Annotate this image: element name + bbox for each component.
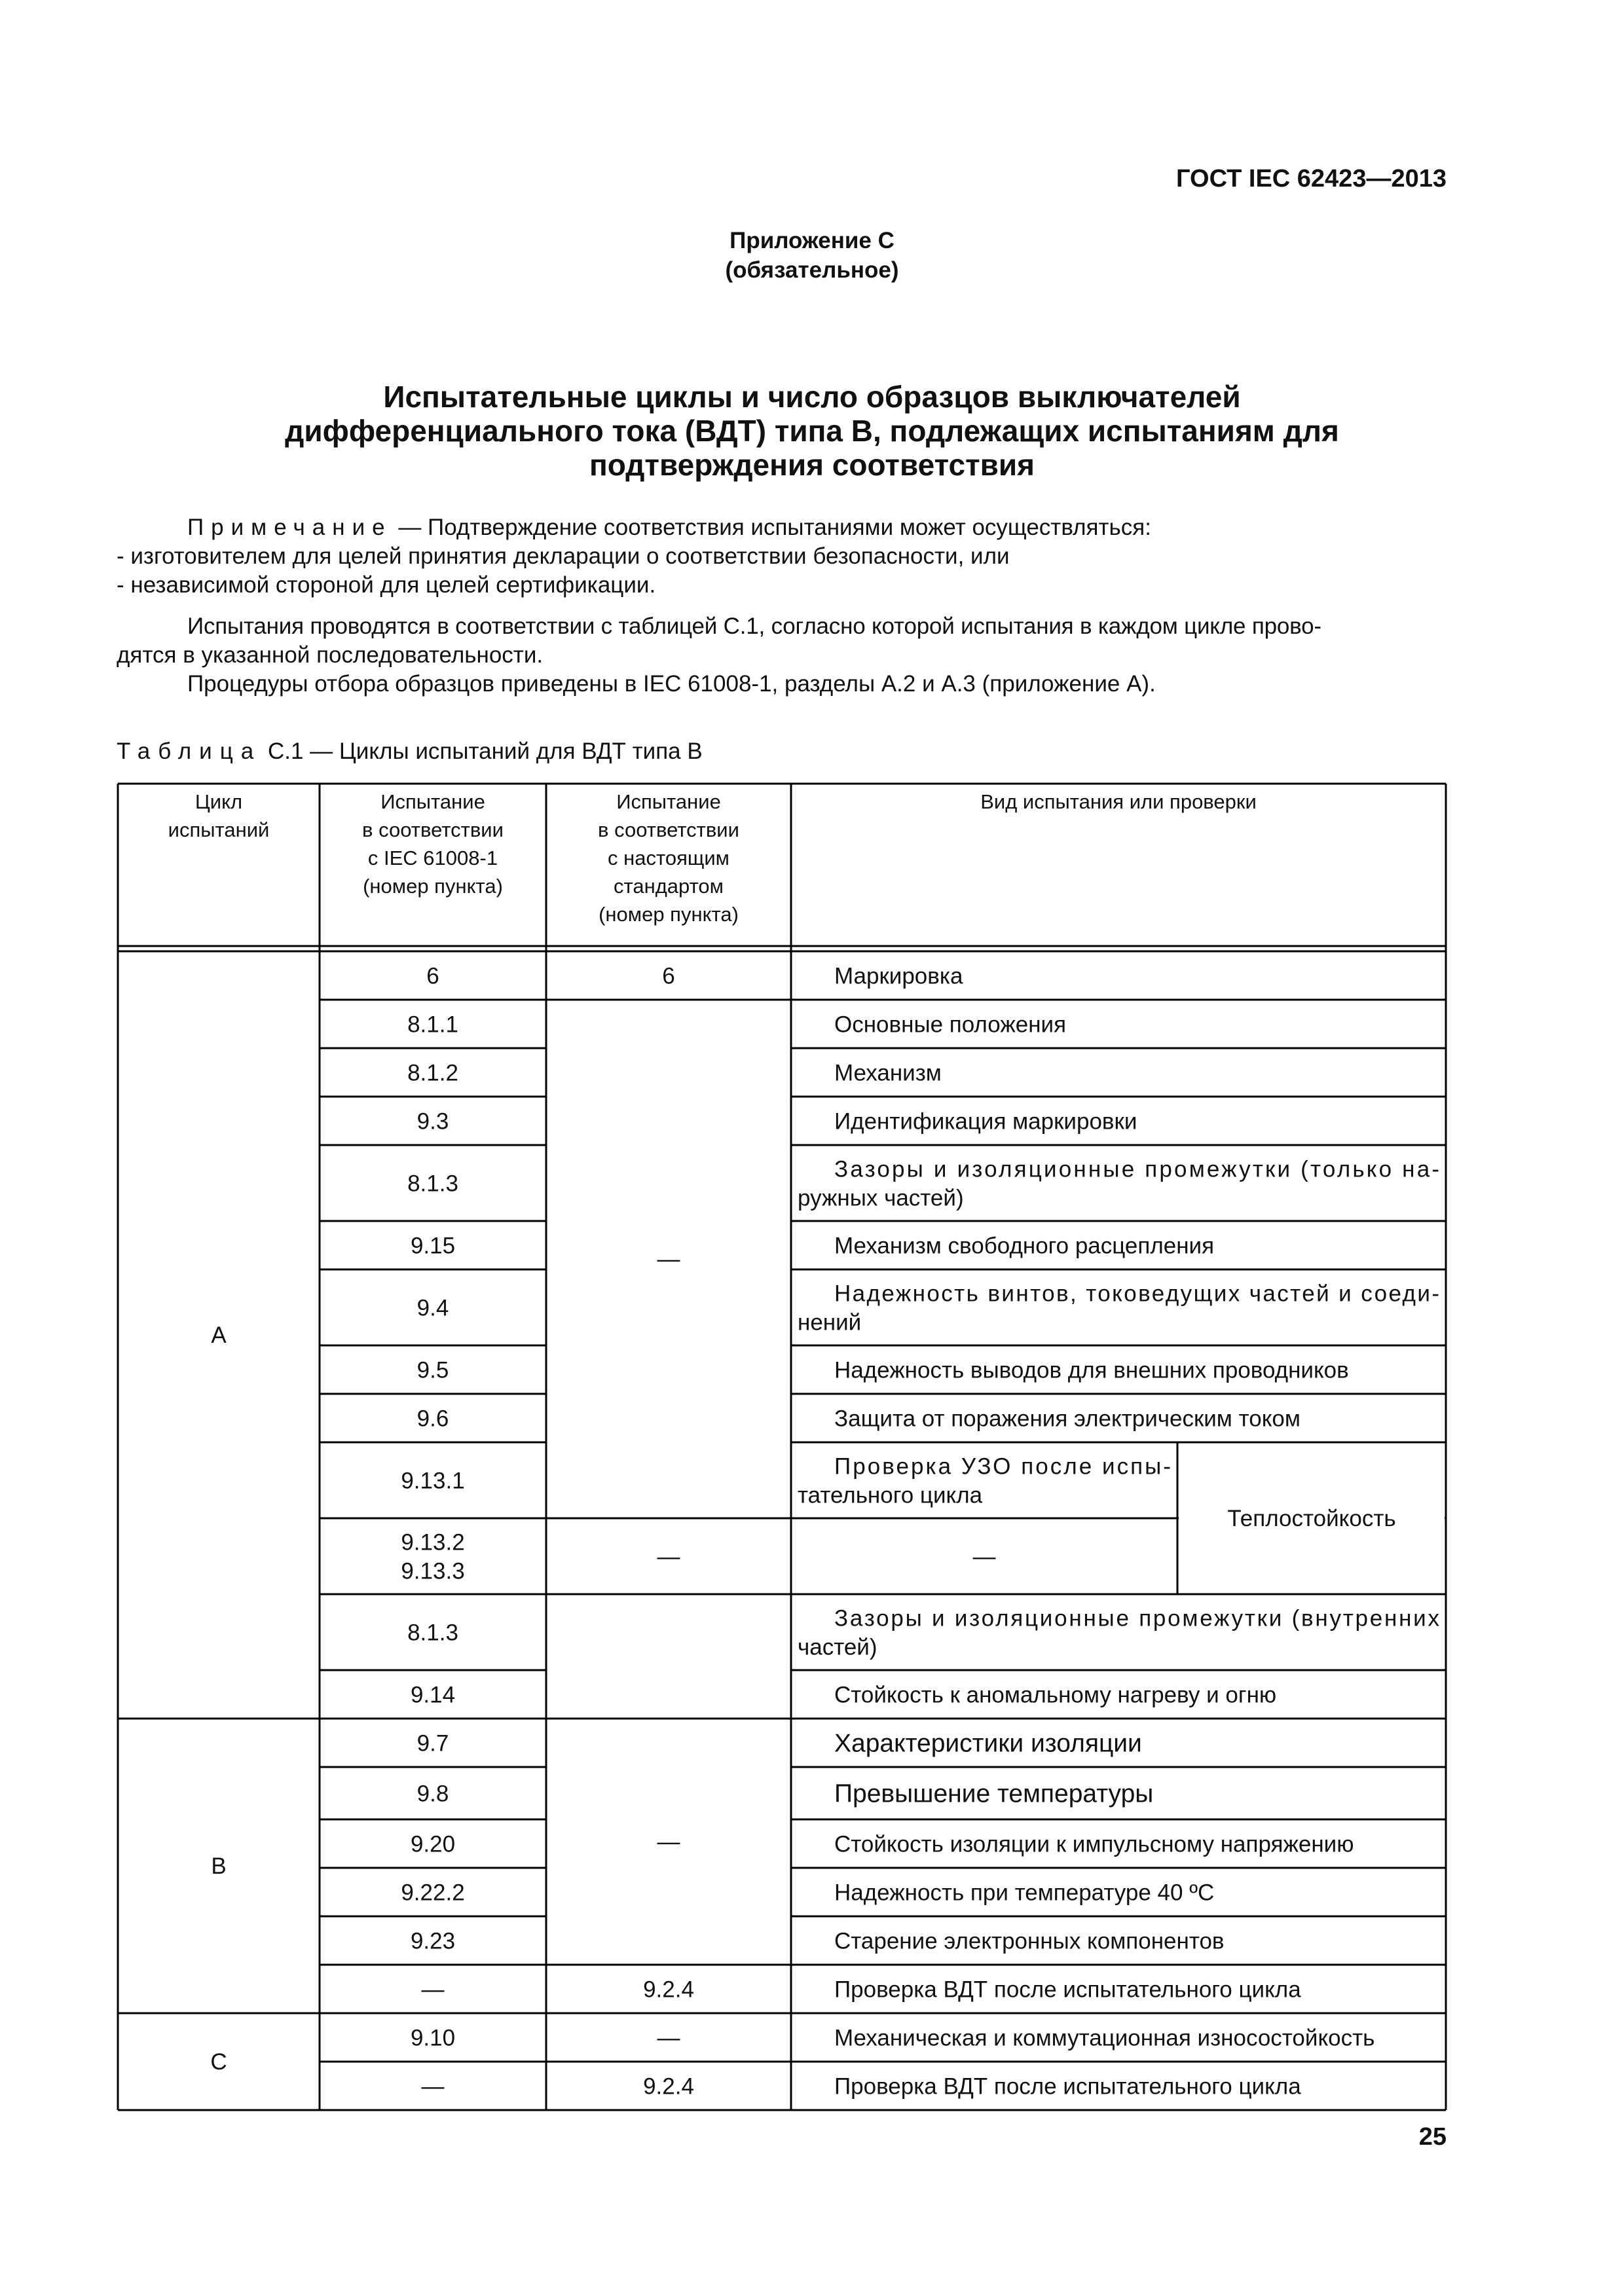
iec-clause: —: [421, 1977, 445, 2003]
table-caption: [117, 738, 703, 765]
test-description: Механическая и коммутационная износостойкость: [834, 2025, 1375, 2051]
test-description: Идентификация маркировки: [834, 1108, 1137, 1135]
header-cycle: испытаний: [168, 818, 270, 841]
iec-clause: 8.1.3: [407, 1171, 458, 1197]
standard-clause: —: [657, 1544, 680, 1570]
header-standard-clause: в соответствии: [598, 818, 739, 841]
iec-clause: 9.13.1: [401, 1468, 465, 1494]
iec-clause: 6: [426, 963, 439, 989]
iec-clause: 9.13.2: [401, 1529, 465, 1556]
test-description: Характеристики изоляции: [834, 1729, 1142, 1758]
test-description: Старение электронных компонентов: [834, 1928, 1225, 1954]
test-description: ружных частей): [798, 1185, 964, 1211]
test-description: Зазоры и изоляционные промежутки (внутренних: [834, 1605, 1439, 1631]
test-description: Защита от поражения электрическим током: [834, 1406, 1301, 1432]
iec-clause: 9.6: [416, 1406, 449, 1432]
iec-clause: 9.4: [416, 1295, 449, 1321]
iec-clause: —: [421, 2073, 445, 2100]
test-description: Зазоры и изоляционные промежутки (только на-: [834, 1156, 1439, 1182]
document-title: [157, 380, 1467, 482]
test-description: Проверка ВДТ после испытательного цикла: [834, 1977, 1301, 2003]
annex-title: Приложение С: [729, 228, 895, 253]
test-description: Проверка ВДТ после испытательного цикла: [834, 2073, 1301, 2100]
note-item-2: - независимой стороной для целей сертификации.: [117, 572, 656, 598]
test-cycles-table: [117, 782, 1447, 2118]
iec-clause: 9.5: [416, 1357, 449, 1383]
header-standard-clause: (номер пункта): [599, 903, 739, 926]
test-description: Механизм свободного расцепления: [834, 1233, 1215, 1259]
header-cycle: Цикл: [194, 790, 243, 813]
title-line-3: подтверждения соответствия: [589, 448, 1035, 482]
test-description: Маркировка: [834, 963, 963, 989]
header-standard-clause: стандартом: [613, 875, 724, 898]
note-intro: [117, 513, 1446, 542]
page-number: 25: [1418, 2123, 1447, 2151]
body-paragraphs: [117, 612, 1446, 699]
iec-clause: 8.1.1: [407, 1011, 458, 1038]
standard-code: ГОСТ IEC 62423—2013: [1176, 165, 1447, 192]
note-block: [117, 513, 1446, 600]
test-description: Надежность при температуре 40 ºС: [834, 1880, 1215, 1906]
iec-clause: 9.23: [410, 1928, 456, 1954]
title-line-2: дифференциального тока (ВДТ) типа B, подлежащих испытаниям для: [285, 414, 1339, 448]
header-standard-clause: Испытание: [616, 790, 721, 813]
test-description: тательного цикла: [798, 1482, 983, 1508]
test-description: частей): [798, 1634, 877, 1660]
paragraph-2: Процедуры отбора образцов приведены в IEC 61008-1, разделы А.2 и А.3 (приложение А).: [187, 671, 1156, 697]
test-description: —: [972, 1544, 996, 1570]
test-description: Надежность выводов для внешних проводников: [834, 1357, 1349, 1383]
test-description: Проверка УЗО после испы-: [834, 1453, 1171, 1480]
test-description: Надежность винтов, токоведущих частей и соеди-: [834, 1281, 1439, 1307]
test-description: нений: [798, 1309, 862, 1336]
iec-clause: 9.8: [416, 1781, 449, 1807]
heat-resistance-label: Теплостойкость: [1227, 1506, 1396, 1531]
table-caption-text: С.1 — Циклы испытаний для ВДТ типа B: [261, 738, 703, 764]
iec-clause: 9.14: [410, 1682, 456, 1708]
header-iec-clause: с IEC 61008-1: [367, 847, 498, 869]
iec-clause: 9.15: [410, 1233, 456, 1259]
title-line-1: Испытательные циклы и число образцов выключателей: [383, 380, 1241, 414]
annex-status: (обязательное): [725, 257, 899, 283]
test-description: Стойкость к аномальному нагреву и огню: [834, 1682, 1277, 1708]
iec-clause: 8.1.3: [407, 1620, 458, 1646]
test-description: Превышение температуры: [834, 1779, 1154, 1808]
iec-clause: 9.3: [416, 1108, 449, 1135]
standard-clause: —: [657, 2025, 680, 2051]
iec-clause: 9.22.2: [401, 1880, 465, 1906]
note-item-1: - изготовителем для целей принятия декларации о соответствии безопасности, или: [117, 543, 1010, 569]
test-description: Основные положения: [834, 1011, 1067, 1038]
paragraph-1-line-2: дятся в указанной последовательности.: [117, 642, 544, 668]
iec-clause: 9.10: [410, 2025, 456, 2051]
iec-clause: 9.20: [410, 1831, 456, 1857]
header-iec-clause: в соответствии: [362, 818, 504, 841]
test-description: Механизм: [834, 1060, 942, 1086]
header-iec-clause: (номер пункта): [363, 875, 503, 898]
standard-clause-dash: —: [657, 1829, 680, 1855]
standard-clause: 9.2.4: [643, 1977, 694, 2003]
test-description: Стойкость изоляции к импульсному напряжению: [834, 1831, 1354, 1857]
iec-clause: 9.13.3: [401, 1558, 465, 1584]
standard-clause: 9.2.4: [643, 2073, 694, 2100]
cycle-a: A: [211, 1322, 227, 1348]
cycle-c: C: [210, 2049, 227, 2075]
header-test-type: Вид испытания или проверки: [980, 790, 1257, 813]
cycle-b: B: [211, 1853, 227, 1879]
paragraph-1-line-1: Испытания проводятся в соответствии с таблицей С.1, согласно которой испытания в каждом цикле прово-: [187, 613, 1321, 639]
header-iec-clause: Испытание: [380, 790, 485, 813]
table-caption-label: Таблица: [117, 738, 262, 764]
standard-clause-dash: —: [657, 1247, 680, 1272]
note-label: Примечание: [187, 515, 392, 540]
header-standard-clause: с настоящим: [608, 847, 729, 869]
iec-clause: 9.7: [416, 1730, 449, 1757]
standard-clause: 6: [662, 963, 675, 989]
iec-clause: 8.1.2: [407, 1060, 458, 1086]
note-text: — Подтверждение соответствия испытаниями может осуществляться:: [392, 515, 1151, 540]
